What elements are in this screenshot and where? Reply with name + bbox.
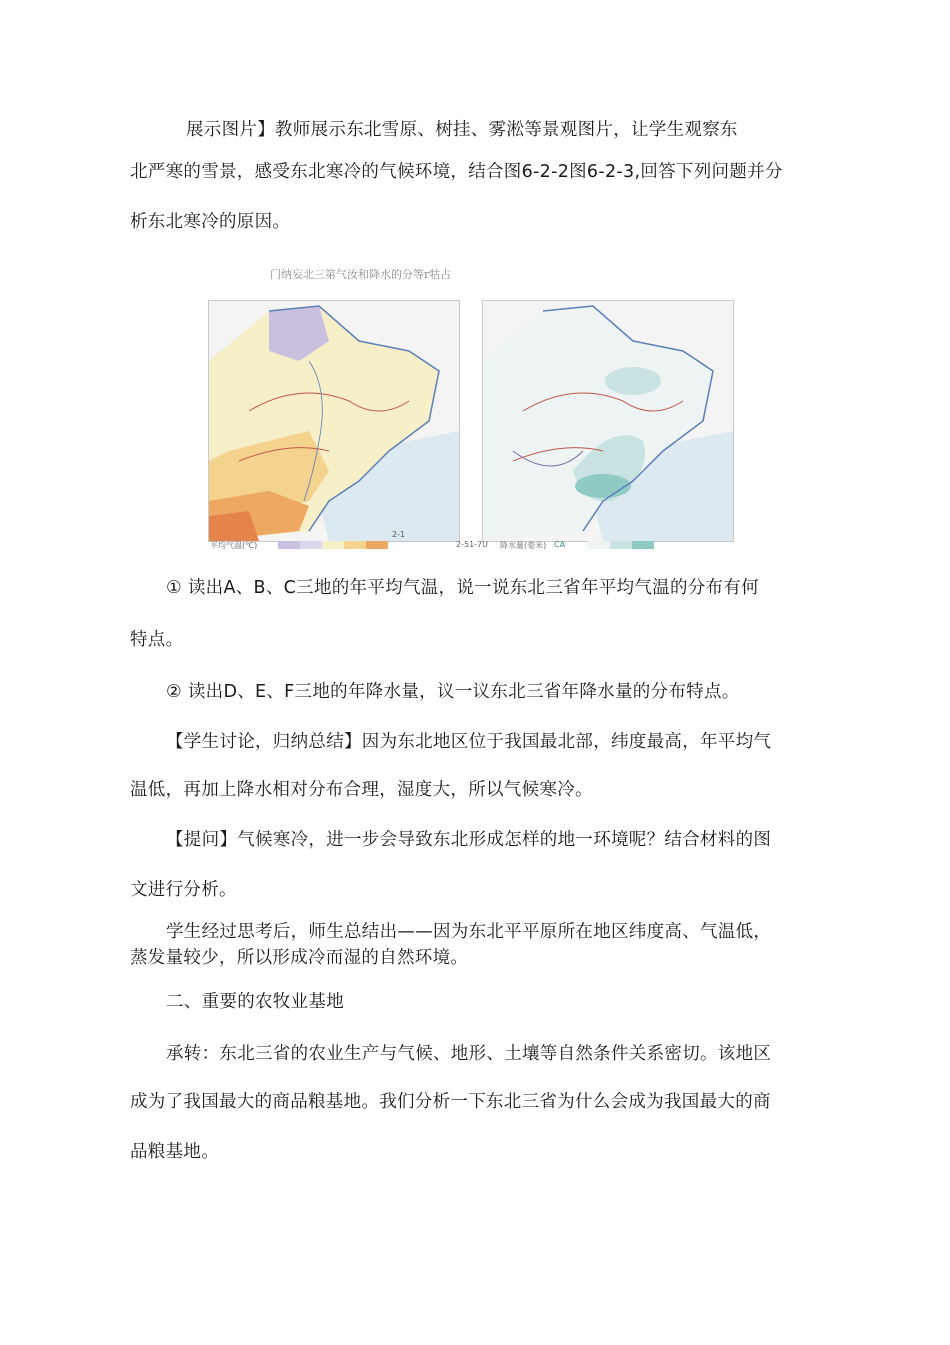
prompt-line-1: 【提问】气候寒冷，进一步会导致东北形成怎样的地一环境呢？结合材料的图 [166, 830, 772, 850]
paragraph-intro-line-1: 展示图片】教师展示东北雪原、树挂、雾淞等景观图片，让学生观察东 [186, 120, 738, 140]
summary-line-2: 蒸发量较少，所以形成冷而湿的自然环境。 [130, 948, 469, 968]
legend-swatch-rain-low [588, 541, 610, 549]
precipitation-legend-label: 降水量(毫米) [500, 541, 547, 550]
question-2: ② 读出D、E、F三地的年降水量，议一议东北三省年降水量的分布特点。 [166, 682, 740, 702]
transition-line-2: 成为了我国最大的商品粮基地。我们分析一下东北三省为什么会成为我国最大的商 [130, 1092, 771, 1112]
precipitation-legend-tag: CA [554, 540, 566, 549]
map-legend [208, 538, 733, 554]
legend-swatch-cool [300, 541, 322, 549]
temperature-map [208, 300, 460, 542]
discussion-line-2: 温低，再加上降水相对分布合理，湿度大，所以气候寒冷。 [130, 780, 593, 800]
paragraph-intro-line-3: 析东北寒冷的原因。 [130, 212, 291, 232]
discussion-line-1: 【学生讨论，归纳总结】因为东北地区位于我国最北部，纬度最高，年平均气 [166, 732, 772, 752]
legend-swatch-rain-mid [610, 541, 632, 549]
question-1-line-1: ① 读出A、B、C三地的年平均气温，说一说东北三省年平均气温的分布有何 [166, 578, 759, 598]
legend-swatch-warm [344, 541, 366, 549]
legend-swatch-rain-high [632, 541, 654, 549]
figure-caption: 门纳妄北三第气汝和降水的分等r牯占 [270, 268, 452, 281]
transition-line-1: 承转：东北三省的农业生产与气候、地形、土壤等自然条件关系密切。该地区 [166, 1044, 772, 1064]
section-heading: 二、重要的农牧业基地 [166, 992, 344, 1012]
prompt-line-2: 文进行分析。 [130, 880, 237, 900]
temperature-legend-label: 平均气温(℃) [210, 541, 258, 550]
transition-line-3: 品粮基地。 [130, 1142, 219, 1162]
legend-swatch-hot [366, 541, 388, 549]
summary-line-1: 学生经过思考后，师生总结出——因为东北平平原所在地区纬度高、气温低， [166, 922, 772, 942]
figure-number: 2-1 [392, 530, 406, 539]
precipitation-map [482, 300, 734, 542]
question-1-line-2: 特点。 [130, 630, 184, 650]
paragraph-intro-line-2: 北严寒的雪景，感受东北寒冷的气候环境，结合图6-2-2图6-2-3,回答下列问题并分 [130, 162, 783, 182]
legend-middle-label: 2-51-7U [456, 540, 488, 549]
legend-swatch-mild [322, 541, 344, 549]
legend-swatch-cold [278, 541, 300, 549]
